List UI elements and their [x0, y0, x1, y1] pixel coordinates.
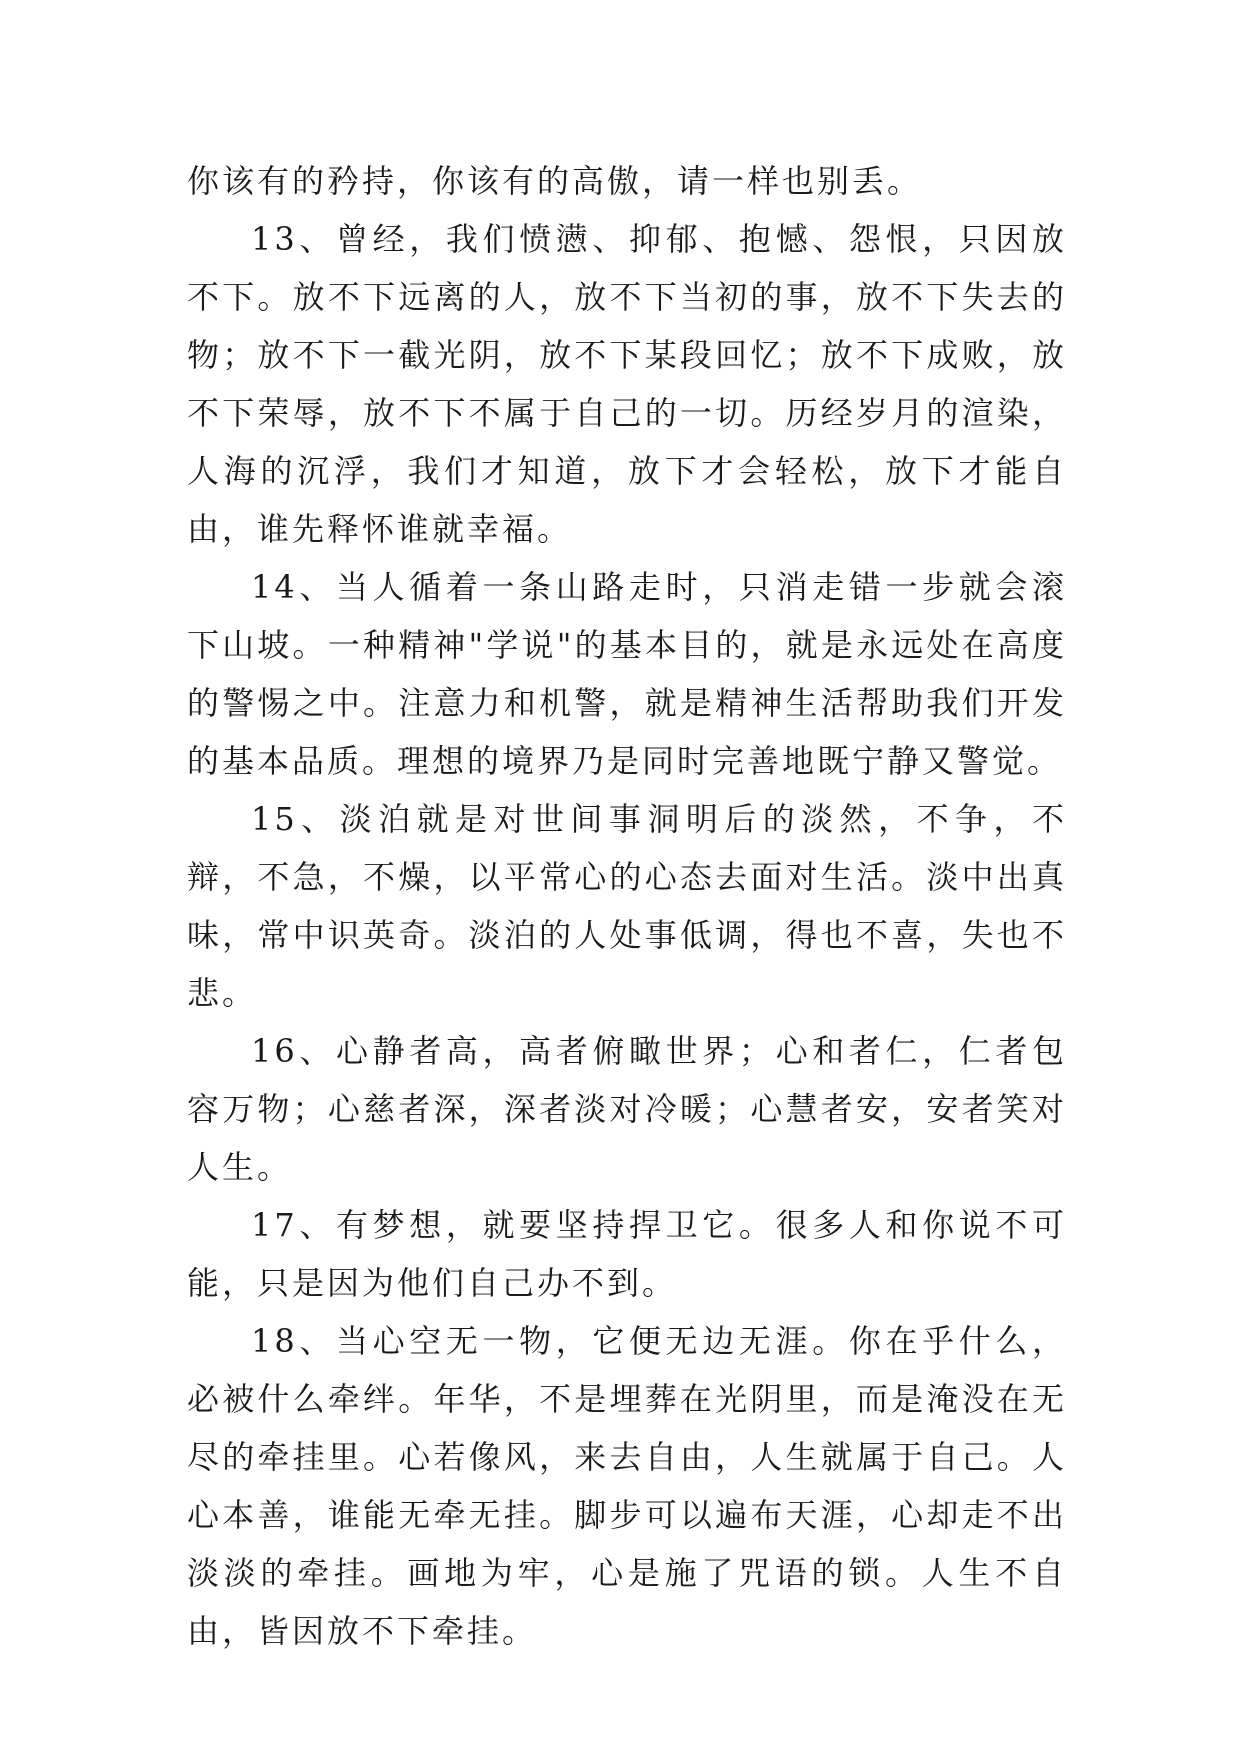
- paragraph-12-continuation: 你该有的矜持，你该有的高傲，请一样也别丢。: [187, 162, 923, 200]
- paragraph-16: 16、心静者高，高者俯瞰世界；心和者仁，仁者包容万物；心慈者深，深者淡对冷暖；心慧者安，安者笑对人生。: [187, 1032, 1067, 1186]
- document-body: [187, 152, 1067, 1660]
- paragraph-18: 18、当心空无一物，它便无边无涯。你在乎什么，必被什么牵绊。年华，不是埋葬在光阴里，而是淹没在无尽的牵挂里。心若像风，来去自由，人生就属于自己。人心本善，谁能无牵无挂。脚步可以遍布天涯，心却走不出淡淡的牵挂。画地为牢，心是施了咒语的锁。人生不自由，皆因放不下牵挂。: [187, 1322, 1067, 1650]
- paragraph-15: 15、淡泊就是对世间事洞明后的淡然，不争，不辩，不急，不燥，以平常心的心态去面对生活。淡中出真味，常中识英奇。淡泊的人处事低调，得也不喜，失也不悲。: [187, 800, 1067, 1012]
- paragraph-13: 13、曾经，我们愤懑、抑郁、抱憾、怨恨，只因放不下。放不下远离的人，放不下当初的事，放不下失去的物；放不下一截光阴，放不下某段回忆；放不下成败，放不下荣辱，放不下不属于自己的一切。历经岁月的渲染，人海的沉浮，我们才知道，放下才会轻松，放下才能自由，谁先释怀谁就幸福。: [187, 220, 1067, 548]
- paragraph-17: 17、有梦想，就要坚持捍卫它。很多人和你说不可能，只是因为他们自己办不到。: [187, 1206, 1067, 1302]
- paragraph-14: 14、当人循着一条山路走时，只消走错一步就会滚下山坡。一种精神"学说"的基本目的，就是永远处在高度的警惕之中。注意力和机警，就是精神生活帮助我们开发的基本品质。理想的境界乃是同时完善地既宁静又警觉。: [187, 568, 1067, 780]
